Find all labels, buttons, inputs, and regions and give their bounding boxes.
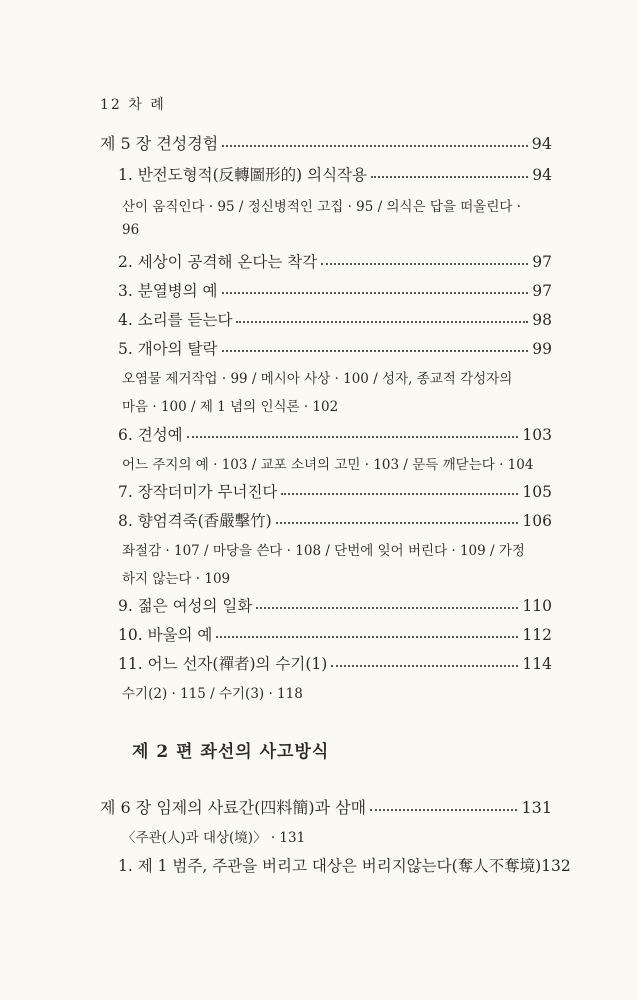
toc-page: 110 [522,597,552,615]
toc-subtopics: 오염물 제거작업 · 99 / 메시아 사상 · 100 / 성자, 종교적 각성자의 [122,371,513,387]
toc-subtopics: 어느 주지의 예 · 103 / 교포 소녀의 고민 · 103 / 문득 깨닫는다 · 104 [122,457,534,473]
toc-chapter-5 [100,131,552,154]
toc-page: 112 [522,626,552,644]
toc-subtopics: 〈주관(人)과 대상(境)〉 · 131 [122,830,306,846]
toc-title: 제 5 장 견성경험 [100,134,219,153]
toc-subtopics: 수기(2) · 115 / 수기(3) · 118 [122,686,303,702]
toc-page: 97 [532,253,552,271]
toc-page: 132 [541,857,571,875]
toc-title: 10. 바울의 예 [118,626,213,644]
toc-page: 94 [532,166,552,184]
toc-section [118,423,552,445]
toc-title: 1. 제 1 범주, 주관을 버리고 대상은 버리지않는다(奪人不奪境) [118,857,542,875]
leader-dots [371,176,528,178]
toc-title: 2. 세상이 공격해 온다는 착각 [118,253,318,271]
toc-title: 6. 견성예 [118,426,183,444]
leader-dots [222,350,529,352]
leader-dots [331,665,518,667]
toc-title: 4. 소리를 듣는다 [118,311,233,329]
toc-title: 5. 개아의 탈락 [118,340,218,358]
toc-section [118,337,552,359]
toc-section [118,480,552,502]
toc-title: 11. 어느 선자(禪者)의 수기(1) [118,655,328,673]
toc-page: 98 [532,311,552,329]
toc-subtopics: 마음 · 100 / 제 1 념의 인식론 · 102 [122,399,339,415]
toc-title: 7. 장작더미가 무너진다 [118,483,278,501]
leader-dots [236,321,528,323]
toc-chapter-6 [100,795,552,818]
leader-dots [187,436,519,438]
toc-section [118,594,552,616]
toc-section [118,652,552,674]
toc-page: 131 [521,798,552,817]
toc-title: 제 6 장 임제의 사료간(四料簡)과 삼매 [100,798,367,817]
toc-section [118,308,552,330]
leader-dots [370,809,517,811]
toc-title: 9. 젊은 여성의 일화 [118,597,253,615]
toc-subtopics: 96 [122,222,140,238]
page-header: 12 차 례 [100,97,166,113]
toc-page: 106 [522,512,552,530]
toc-page: 97 [532,282,552,300]
leader-dots [276,522,519,524]
leader-dots [216,636,518,638]
toc-section [118,509,552,531]
toc-section [118,279,552,301]
leader-dots [256,607,518,609]
toc-subtopics: 산이 움직인다 · 95 / 정신병적인 고집 · 95 / 의식은 답을 떠올린다 · [122,199,522,215]
toc-title: 8. 향엄격죽(香嚴擊竹) [118,512,272,530]
part-heading: 제 2 편 좌선의 사고방식 [132,742,330,762]
leader-dots [222,292,529,294]
toc-page: 94 [531,134,552,153]
toc-section [118,623,552,645]
leader-dots [281,493,518,495]
toc-section [118,854,571,876]
toc-page: 103 [522,426,552,444]
toc-subtopics: 좌절감 · 107 / 마당을 쓴다 · 108 / 단번에 잊어 버린다 · 109 / 가정 [122,543,525,559]
toc-section [118,163,552,185]
leader-dots [321,263,528,265]
toc-subtopics: 하지 않는다 · 109 [122,571,231,587]
toc-page: 114 [522,655,552,673]
leader-dots [222,145,527,147]
toc-title: 1. 반전도형적(反轉圖形的) 의식작용 [118,166,367,184]
toc-section [118,250,552,272]
toc-page: 99 [532,340,552,358]
toc-title: 3. 분열병의 예 [118,282,218,300]
toc-page: 105 [522,483,552,501]
